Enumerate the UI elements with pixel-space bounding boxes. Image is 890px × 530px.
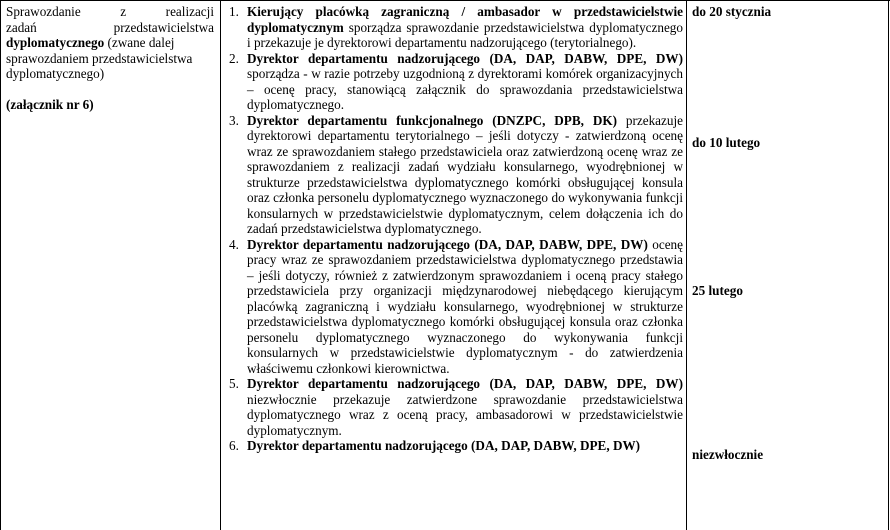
column-divider-1 (220, 0, 221, 530)
step-description: przekazuje dyrektorowi departamentu terytorialnego – jeśli dotyczy - zatwierdzoną ocenę wraz ze sprawozdaniem stałego przedstawiciela oraz zatwierdzoną ocenę wraz ze sprawozdaniem z realizacji zadań wydziału konsularnego, wyodrębnionej w strukturze przedstawicielstwa dyplomatycznego komórki obsługującej konsula oraz członka personelu dyplomatycznego wyznaczonego do wykonywania funkcji konsularnych w przedstawicielstwie dyplomatycznym, celem dołączenia ich do zadań przedstawicielstwa dyplomatycznego. (247, 112, 683, 236)
deadline-step-3: do 10 lutego (692, 135, 761, 150)
table-top-border (0, 0, 890, 1)
step-actor: Dyrektor departamentu funkcjonalnego (DNZPC, DPB, DK) (247, 112, 617, 128)
report-name-line-1: Sprawozdanie z realizacji (6, 4, 214, 19)
step-actor: Dyrektor departamentu nadzorującego (DA, DAP, DABW, DPE, DW) (247, 376, 683, 391)
deadline-step-4: 25 lutego (692, 283, 743, 298)
step-item-4 (229, 237, 683, 377)
step-item-1 (229, 4, 683, 51)
step-number: 4. (229, 236, 239, 252)
step-item-3 (229, 113, 683, 237)
step-actor: Dyrektor departamentu nadzorującego (DA, DAP, DABW, DPE, DW) (247, 236, 648, 252)
step-item-2 (229, 51, 683, 113)
step-description: niezwłocznie przekazuje zatwierdzone sprawozdanie przedstawicielstwa dyplomatycznego wraz z oceną pracy, ambasadorowi w przedstawicielstwie dyplomatycznym. (247, 391, 683, 438)
step-number: 1. (229, 4, 239, 19)
step-actor: Kierujący placówką zagraniczną / ambasador w przedstawicielstwie dyplomatycznym (247, 4, 683, 35)
step-number: 2. (229, 50, 239, 66)
step-item-6 (229, 438, 683, 454)
step-number: 3. (229, 112, 239, 128)
step-description: sporządza - w razie potrzeby uzgodnioną z dyrektorami komórek organizacyjnych – ocenę pracy, stanowiącą załącznik do sprawozdania przedstawicielstwa dyplomatycznego. (247, 66, 683, 112)
step-number: 6. (229, 438, 239, 453)
deadline-step-5: niezwłocznie (692, 447, 764, 462)
step-description: ocenę pracy wraz ze sprawozdaniem przedstawicielstwa dyplomatycznego przedstawia – jeśli dotyczy, również z zatwierdzonym sprawozdaniem i oceną pracy stałego przedstawiciela przy organizacji międzynarodowej niebędącego kierującym placówką zagraniczną i wydziału konsularnego, wyodrębnionej w strukturze przedstawicielstwa dyplomatycznego komórki obsługującej konsula oraz członka personelu dyplomatycznego wyznaczonego do wykonywania funkcji konsularnych w przedstawicielstwie dyplomatycznym - do zatwierdzenia właściwemu członkowi kierownictwa. (247, 236, 684, 376)
step-actor: Dyrektor departamentu nadzorującego (DA, DAP, DABW, DPE, DW) (247, 50, 683, 66)
report-name-rest (6, 35, 214, 82)
report-name-bold: dyplomatycznego (6, 35, 105, 50)
report-name-note: (zwane dalej sprawozdaniem przedstawicielstwa dyplomatycznego) (6, 35, 193, 81)
step-actor: Dyrektor departamentu nadzorującego (DA, DAP, DABW, DPE, DW) (247, 438, 641, 453)
step-description: sporządza sprawozdanie przedstawicielstwa dyplomatycznego i przekazuje je dyrektorowi departamentu nadzorującego (terytorialnego). (247, 19, 683, 50)
deadline-step-1: do 20 stycznia (692, 4, 772, 19)
procedure-steps-cell (229, 4, 683, 454)
column-divider-2 (686, 0, 687, 530)
step-number: 5. (229, 376, 239, 391)
step-item-5 (229, 376, 683, 438)
report-name-cell (6, 4, 214, 113)
table-right-border (888, 0, 889, 530)
table-left-border (0, 0, 1, 530)
attachment-label: (załącznik nr 6) (6, 97, 94, 112)
report-name-line-2: zadań przedstawicielstwa (6, 19, 214, 35)
